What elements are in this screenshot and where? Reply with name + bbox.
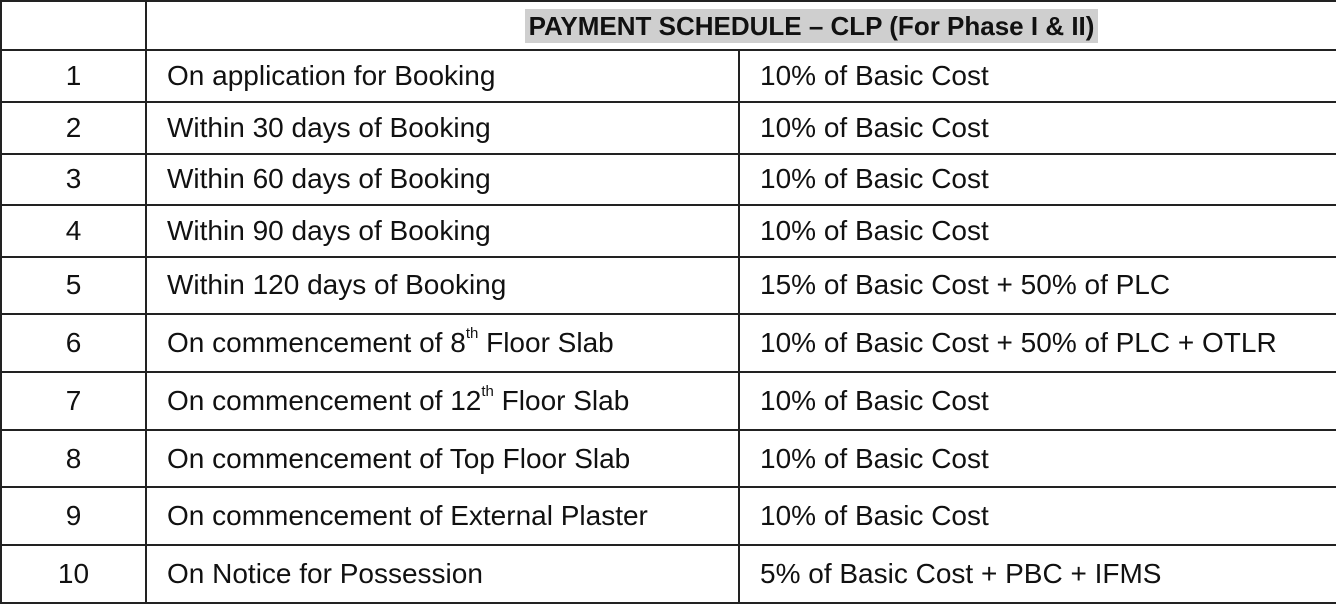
row-stage bbox=[146, 372, 739, 430]
row-stage bbox=[146, 314, 739, 372]
row-stage: Within 30 days of Booking bbox=[146, 102, 739, 154]
row-number: 3 bbox=[1, 154, 146, 206]
table-row bbox=[1, 154, 1336, 206]
row-amount: 10% of Basic Cost + 50% of PLC + OTLR bbox=[739, 314, 1336, 372]
table-title: PAYMENT SCHEDULE – CLP (For Phase I & II) bbox=[525, 9, 1099, 43]
row-stage: On Notice for Possession bbox=[146, 545, 739, 603]
table-header-row bbox=[1, 1, 1336, 50]
table-row bbox=[1, 205, 1336, 257]
row-number: 2 bbox=[1, 102, 146, 154]
row-amount: 10% of Basic Cost bbox=[739, 487, 1336, 545]
row-amount: 10% of Basic Cost bbox=[739, 372, 1336, 430]
row-stage: Within 90 days of Booking bbox=[146, 205, 739, 257]
stage-text: On commencement of 12 bbox=[167, 384, 482, 416]
row-amount: 10% of Basic Cost bbox=[739, 50, 1336, 102]
stage-text: On commencement of 8 bbox=[167, 327, 466, 359]
row-number: 5 bbox=[1, 257, 146, 315]
table-row bbox=[1, 314, 1336, 372]
table-row bbox=[1, 487, 1336, 545]
row-stage: Within 60 days of Booking bbox=[146, 154, 739, 206]
ordinal-suffix: th bbox=[481, 382, 494, 400]
stage-text: Floor Slab bbox=[493, 384, 630, 416]
row-amount: 10% of Basic Cost bbox=[739, 205, 1336, 257]
row-stage: On application for Booking bbox=[146, 50, 739, 102]
row-number: 4 bbox=[1, 205, 146, 257]
row-amount: 10% of Basic Cost bbox=[739, 154, 1336, 206]
ordinal-suffix: th bbox=[465, 325, 479, 343]
table-title-cell bbox=[146, 1, 1336, 50]
row-number: 10 bbox=[1, 545, 146, 603]
row-stage: Within 120 days of Booking bbox=[146, 257, 739, 315]
row-amount: 10% of Basic Cost bbox=[739, 430, 1336, 488]
row-number: 7 bbox=[1, 372, 146, 430]
row-stage: On commencement of External Plaster bbox=[146, 487, 739, 545]
row-stage: On commencement of Top Floor Slab bbox=[146, 430, 739, 488]
table-row bbox=[1, 102, 1336, 154]
table-row bbox=[1, 257, 1336, 315]
table-row bbox=[1, 430, 1336, 488]
table-row bbox=[1, 372, 1336, 430]
row-amount: 10% of Basic Cost bbox=[739, 102, 1336, 154]
row-amount: 5% of Basic Cost + PBC + IFMS bbox=[739, 545, 1336, 603]
row-number: 6 bbox=[1, 314, 146, 372]
row-number: 9 bbox=[1, 487, 146, 545]
row-number: 8 bbox=[1, 430, 146, 488]
header-empty-cell bbox=[1, 1, 146, 50]
table-row bbox=[1, 545, 1336, 603]
row-number: 1 bbox=[1, 50, 146, 102]
table-row bbox=[1, 50, 1336, 102]
stage-text: Floor Slab bbox=[478, 327, 614, 359]
row-amount: 15% of Basic Cost + 50% of PLC bbox=[739, 257, 1336, 315]
